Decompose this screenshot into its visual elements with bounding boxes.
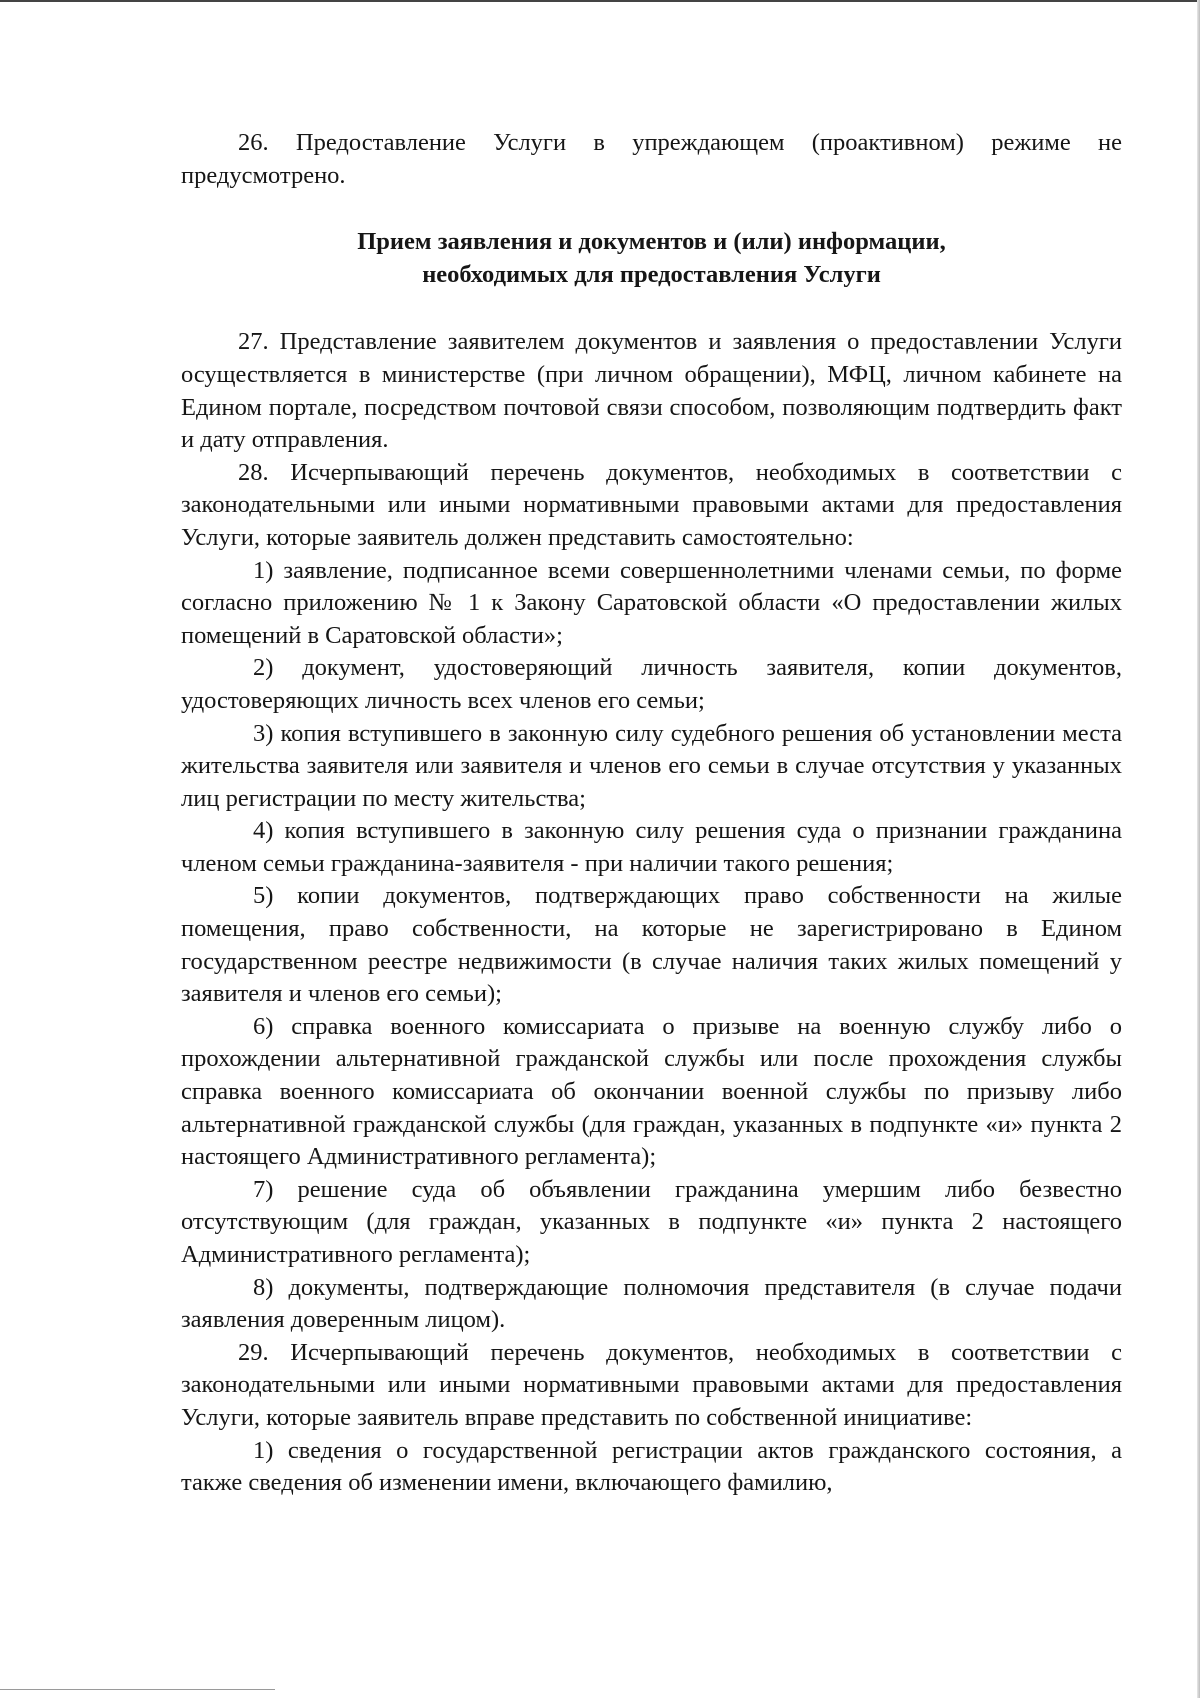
paragraph-28-item-6: 6) справка военного комиссариата о призыве на военную службу либо о прохождении альтернативной гражданской службы или после прохождения службы справка военного комиссариата об окончании военной службы по призыву либо альтернативной гражданской службы (для граждан, указанных в подпункте «и» пункта 2 настоящего Административного регламента); bbox=[181, 1012, 1122, 1171]
paragraph-28: 28. Исчерпывающий перечень документов, необходимых в соответствии с законодательными или иными нормативными правовыми актами для предоставления Услуги, которые заявитель должен представить самостоятельно: bbox=[181, 458, 1122, 551]
paragraph-28-item-1: 1) заявление, подписанное всеми совершеннолетними членами семьи, по форме согласно приложению № 1 к Закону Саратовской области «О предоставлении жилых помещений в Саратовской области»; bbox=[181, 556, 1122, 649]
paragraph-28-item-4: 4) копия вступившего в законную силу решения суда о признании гражданина членом семьи гражданина-заявителя - при наличии такого решения; bbox=[181, 817, 1122, 877]
scan-edge-bottom bbox=[0, 1689, 275, 1690]
scan-edge-top bbox=[0, 0, 1200, 2]
paragraph-28-item-3: 3) копия вступившего в законную силу судебного решения об установлении места жительства заявителя или заявителя и членов его семьи в случае отсутствия у указанных лиц регистрации по месту жительства; bbox=[181, 719, 1122, 812]
paragraph-29: 29. Исчерпывающий перечень документов, необходимых в соответствии с законодательными или иными нормативными правовыми актами для предоставления Услуги, которые заявитель вправе представить по собственной инициативе: bbox=[181, 1338, 1122, 1431]
paragraph-26: 26. Предоставление Услуги в упреждающем (проактивном) режиме не предусмотрено. bbox=[181, 129, 1122, 189]
paragraph-27: 27. Представление заявителем документов и заявления о предоставлении Услуги осуществляется в министерстве (при личном обращении), МФЦ, личном кабинете на Едином портале, посредством почтовой связи способом, позволяющим подтвердить факт и дату отправления. bbox=[181, 328, 1122, 454]
paragraph-29-item-1: 1) сведения о государственной регистрации актов гражданского состояния, а также сведения об изменении имени, включающего фамилию, bbox=[181, 1436, 1122, 1497]
section-heading bbox=[181, 226, 1122, 291]
paragraph-28-item-8: 8) документы, подтверждающие полномочия представителя (в случае подачи заявления доверенным лицом). bbox=[181, 1273, 1122, 1334]
paragraph-28-item-5: 5) копии документов, подтверждающих право собственности на жилые помещения, право собственности, на которые не зарегистрировано в Едином государственном реестре недвижимости (в случае наличия таких жилых помещений у заявителя и членов его семьи); bbox=[181, 882, 1122, 1008]
document-body bbox=[181, 127, 1122, 1500]
paragraph-28-item-7: 7) решение суда об объявлении гражданина умершим либо безвестно отсутствующим (для граждан, указанных в подпункте «и» пункта 2 настоящего Административного регламента); bbox=[181, 1175, 1122, 1268]
section-heading-line-1: Прием заявления и документов и (или) информации, bbox=[357, 228, 946, 256]
section-heading-line-2: необходимых для предоставления Услуги bbox=[422, 260, 881, 288]
paragraph-28-item-2: 2) документ, удостоверяющий личность заявителя, копии документов, удостоверяющих личность всех членов его семьи; bbox=[181, 654, 1122, 714]
